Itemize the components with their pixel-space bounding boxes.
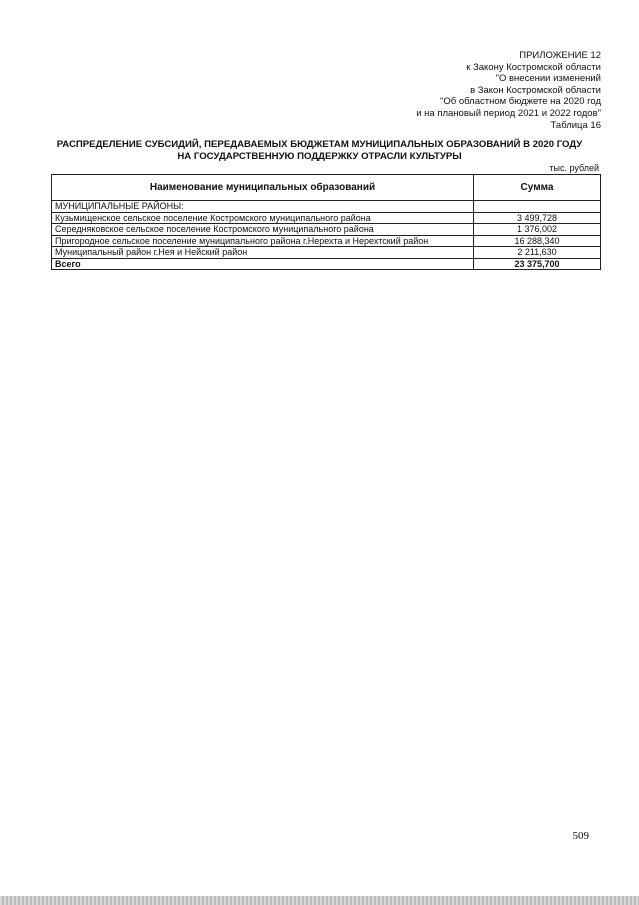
row-name: Пригородное сельское поселение муниципального района г.Нерехта и Нерехтский район [52,235,474,247]
appendix-line: ПРИЛОЖЕНИЕ 12 [519,50,601,61]
group-row [52,201,601,213]
appendix-line: "О внесении изменений [495,73,601,85]
total-label: Всего [52,258,474,270]
appendix-header [416,50,601,131]
table-header-row [52,175,601,201]
subsidy-table [51,174,601,270]
scan-edge-strip [0,896,639,905]
document-title [40,139,599,163]
total-row [52,258,601,270]
appendix-line: и на плановый период 2021 и 2022 годов" [416,107,601,119]
table-row [52,247,601,259]
row-sum: 16 288,340 [474,235,601,247]
row-name: Кузьмищенское сельское поселение Костромского муниципального района [52,212,474,224]
row-sum: 3 499,728 [474,212,601,224]
appendix-line: в Закон Костромской области [470,84,601,96]
units-label: тыс. рублей [549,163,599,173]
row-name: Середняковское сельское поселение Костромского муниципального района [52,224,474,236]
group-label: МУНИЦИПАЛЬНЫЕ РАЙОНЫ: [52,201,474,213]
appendix-line: к Закону Костромской области [466,61,601,73]
page-number: 509 [572,830,589,842]
row-sum: 2 211,630 [474,247,601,259]
table-row [52,224,601,236]
table-row [52,212,601,224]
row-name: Муниципальный район г.Нея и Нейский район [52,247,474,259]
table-row [52,235,601,247]
total-sum: 23 375,700 [474,258,601,270]
row-sum: 1 376,002 [474,224,601,236]
header-sum: Сумма [474,175,601,201]
title-line-1: РАСПРЕДЕЛЕНИЕ СУБСИДИЙ, ПЕРЕДАВАЕМЫХ БЮДЖЕТАМ МУНИЦИПАЛЬНЫХ ОБРАЗОВАНИЙ В 2020 ГОДУ [56,139,583,150]
appendix-line: "Об областном бюджете на 2020 год [440,96,601,108]
title-line-2: НА ГОСУДАРСТВЕННУЮ ПОДДЕРЖКУ ОТРАСЛИ КУЛЬТУРЫ [177,151,462,162]
group-sum-empty [474,201,601,213]
table-number: Таблица 16 [550,119,601,131]
header-name: Наименование муниципальных образований [52,175,474,201]
